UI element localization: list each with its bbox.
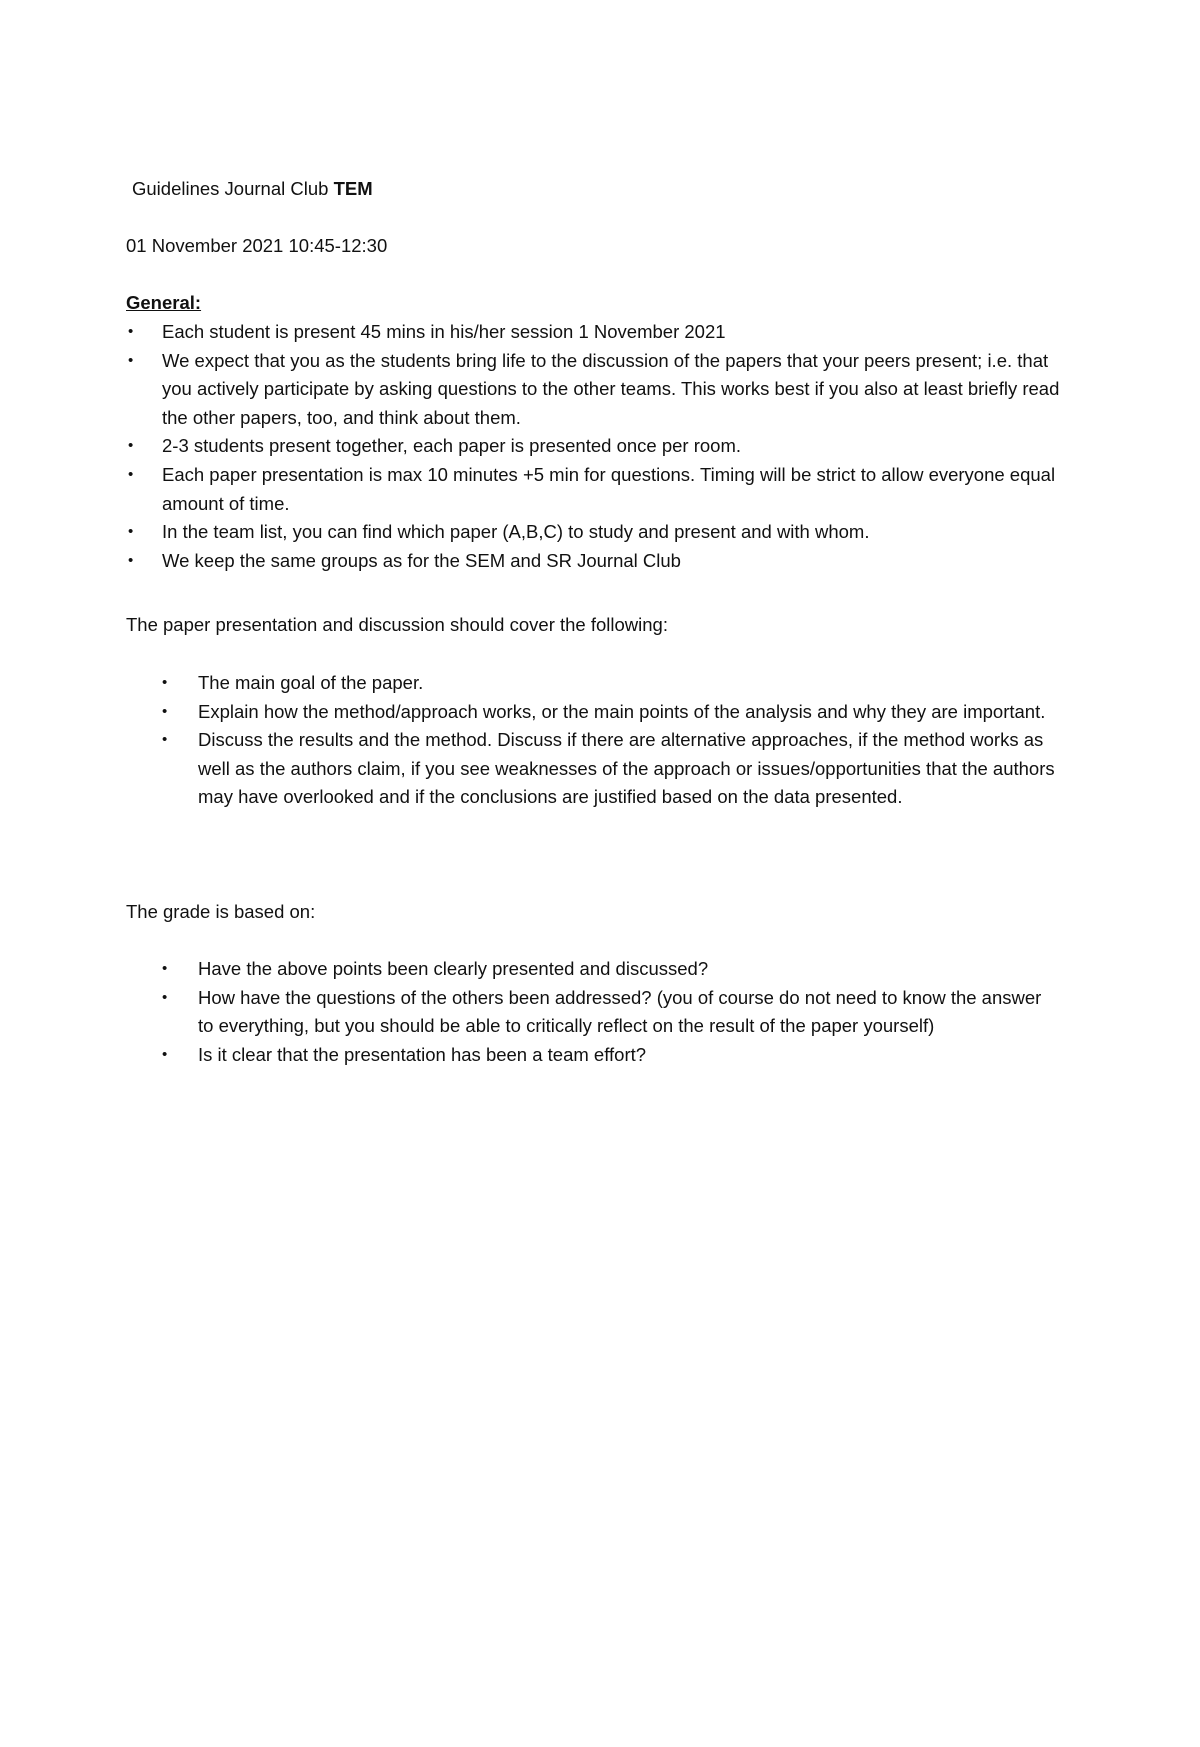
bullet-icon: • (162, 731, 168, 749)
list-item (128, 432, 1062, 461)
list-item (162, 669, 1058, 698)
list-item-text: Explain how the method/approach works, or the main points of the analysis and why they are important. (198, 700, 1046, 722)
list-item (128, 547, 1062, 576)
document-title (132, 175, 373, 204)
list-item (128, 347, 1062, 433)
list-item-text: Discuss the results and the method. Discuss if there are alternative approaches, if the method works as well as the authors claim, if you see weaknesses of the approach or issues/opportunities that the authors may have overlooked and if the conclusions are justified based on the data presented. (198, 729, 1055, 808)
bullet-icon: • (128, 351, 134, 369)
bullet-icon: • (128, 523, 134, 541)
list-item (162, 1041, 1058, 1070)
list-item-text: In the team list, you can find which paper (A,B,C) to study and present and with whom. (162, 521, 870, 543)
list-item (128, 318, 1062, 347)
list-item-text: How have the questions of the others been addressed? (you of course do not need to know the answer to everything, but you should be able to critically reflect on the result of the paper yourself) (198, 986, 1042, 1037)
list-item-text: Have the above points been clearly presented and discussed? (198, 958, 709, 979)
coverage-list (162, 669, 1058, 812)
bullet-icon: • (162, 702, 168, 720)
grading-list (162, 955, 1058, 1069)
title-text: Guidelines Journal Club (132, 178, 334, 199)
list-item (162, 726, 1058, 812)
bullet-icon: • (128, 437, 134, 455)
general-heading: General: (126, 292, 202, 313)
list-item-text: Each student is present 45 mins in his/her session 1 November 2021 (162, 321, 726, 342)
bullet-icon: • (162, 674, 168, 691)
list-item-text: The main goal of the paper. (198, 672, 424, 693)
grading-intro: The grade is based on: (126, 901, 316, 922)
list-item (162, 984, 1058, 1041)
list-item-text: 2-3 students present together, each paper is presented once per room. (162, 435, 742, 457)
list-item-text: Each paper presentation is max 10 minutes +5 min for questions. Timing will be strict to allow everyone equal amount of time. (162, 463, 1056, 514)
session-date: 01 November 2021 10:45-12:30 (126, 235, 388, 256)
general-list (128, 318, 1062, 575)
list-item-text: Is it clear that the presentation has been a team effort? (198, 1043, 647, 1065)
bullet-icon: • (128, 465, 134, 483)
coverage-intro: The paper presentation and discussion should cover the following: (126, 614, 668, 635)
list-item (162, 698, 1058, 727)
bullet-icon: • (162, 960, 168, 977)
list-item (162, 955, 1058, 984)
bullet-icon: • (128, 551, 134, 569)
list-item (128, 518, 1062, 547)
list-item-text: We keep the same groups as for the SEM and SR Journal Club (162, 549, 681, 571)
list-item-text: We expect that you as the students bring life to the discussion of the papers that your peers present; i.e. that you actively participate by asking questions to the other teams. This works best if you also at least briefly read the other papers, too, and think about them. (162, 349, 1060, 428)
title-bold-text: TEM (333, 178, 373, 199)
bullet-icon: • (162, 1045, 168, 1063)
list-item (128, 461, 1062, 518)
bullet-icon: • (162, 988, 168, 1006)
bullet-icon: • (128, 323, 134, 340)
